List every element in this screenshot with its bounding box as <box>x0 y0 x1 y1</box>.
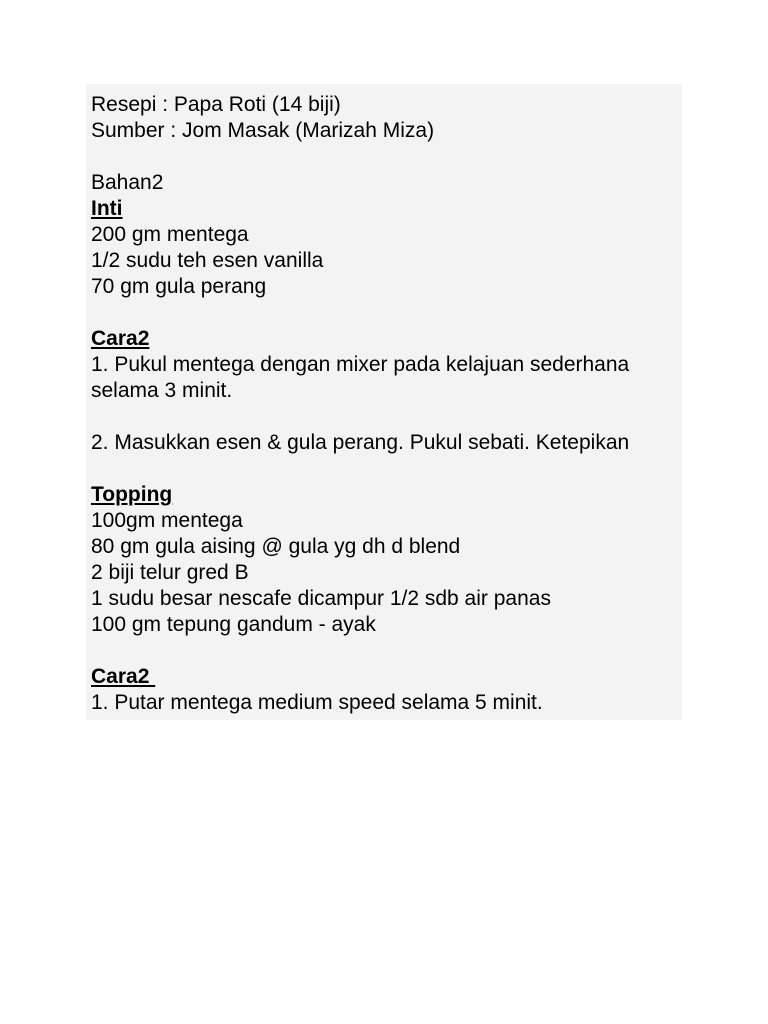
recipe-content <box>91 92 691 716</box>
inti-ingredient: 1/2 sudu teh esen vanilla <box>91 249 324 272</box>
blank-line <box>91 300 691 326</box>
cara-inti-heading: Cara2 <box>91 327 150 350</box>
topping-ingredient: 80 gm gula aising @ gula yg dh d blend <box>91 535 461 558</box>
blank-line <box>91 456 691 482</box>
cara-inti-step1-line2: selama 3 minit. <box>91 379 233 402</box>
topping-ingredient: 1 sudu besar nescafe dicampur 1/2 sdb air panas <box>91 587 551 610</box>
cara-inti-step2: 2. Masukkan esen & gula perang. Pukul sebati. Ketepikan <box>91 431 630 454</box>
inti-ingredient: 200 gm mentega <box>91 223 249 246</box>
topping-ingredient: 100gm mentega <box>91 509 243 532</box>
cara-topping-heading: Cara2 <box>91 665 156 688</box>
blank-line <box>91 404 691 430</box>
topping-ingredient: 100 gm tepung gandum - ayak <box>91 613 376 636</box>
cara-topping-step1: 1. Putar mentega medium speed selama 5 minit. <box>91 691 543 714</box>
recipe-source: Sumber : Jom Masak (Marizah Miza) <box>91 119 435 142</box>
topping-ingredient: 2 biji telur gred B <box>91 561 249 584</box>
topping-heading: Topping <box>91 483 173 506</box>
blank-line <box>91 144 691 170</box>
blank-line <box>91 638 691 664</box>
recipe-title: Resepi : Papa Roti (14 biji) <box>91 93 341 116</box>
inti-heading: Inti <box>91 197 123 220</box>
cara-inti-step1-line1: 1. Pukul mentega dengan mixer pada kelajuan sederhana <box>91 353 630 376</box>
ingredients-title: Bahan2 <box>91 171 164 194</box>
inti-ingredient: 70 gm gula perang <box>91 275 267 298</box>
